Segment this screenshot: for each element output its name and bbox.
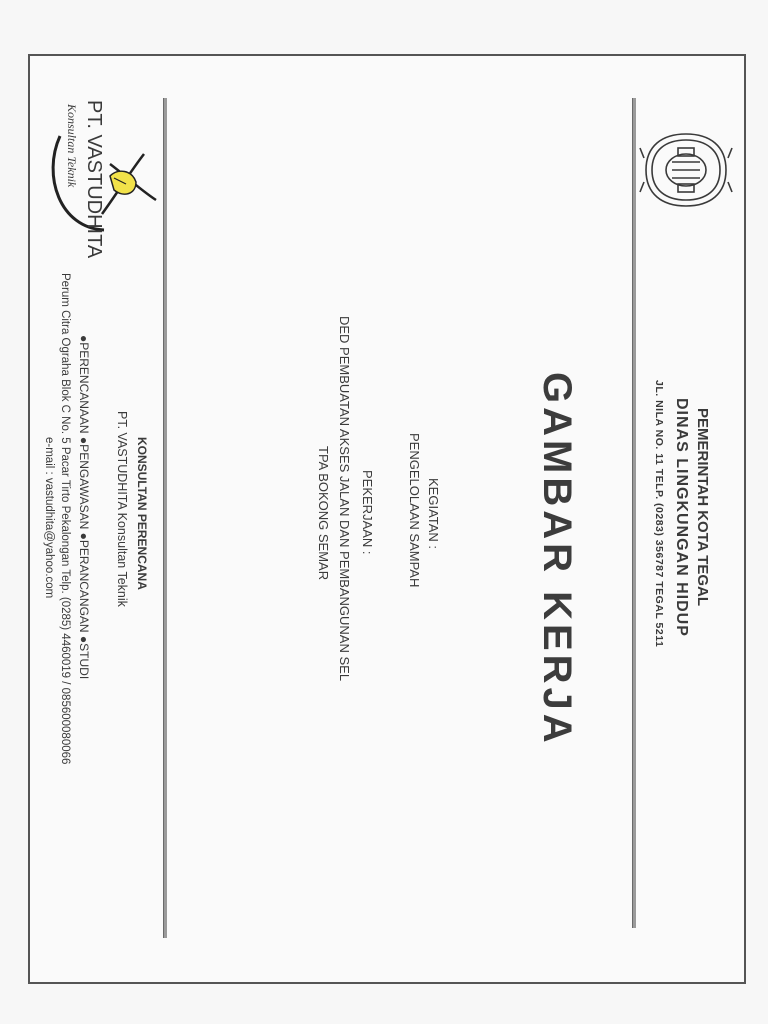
document-title: GAMBAR KERJA (535, 372, 579, 747)
pekerjaan-label: PEKERJAAN : (360, 470, 375, 555)
pekerjaan-value-line1: DED PEMBUATAN AKSES JALAN DAN PEMBANGUNAN SEL (337, 316, 352, 682)
header-department: DINAS LINGKUNGAN HIDUP (673, 398, 690, 637)
konsultan-address: Perum Citra Ograha Blok C No. 5 Pacar Tirto Pekalongan Telp. (0285) 4460019 / 085600080066 (59, 273, 71, 765)
kegiatan-label: KEGIATAN : (426, 478, 441, 550)
logo-company-name: PT. VASTUDHITA (83, 100, 105, 259)
header-agency: PEMERINTAH KOTA TEGAL (694, 408, 711, 607)
logo-tagline: Konsultan Teknik (65, 104, 79, 188)
pekerjaan-value-line2: TPA BOKONG SEMAR (316, 446, 331, 581)
header-address: JL. NILA NO. 11 TELP. (0283) 356787 TEGAL 5211 (653, 380, 665, 648)
konsultan-heading: KONSULTAN PERENCANA (135, 437, 149, 590)
konsultan-name: PT. VASTUDHITA Konsultan Teknik (115, 411, 129, 607)
tegal-city-emblem-icon (638, 128, 734, 212)
kegiatan-value: PENGELOLAAN SAMPAH (407, 433, 422, 588)
left-divider-rule (163, 98, 167, 938)
right-divider-rule (632, 98, 636, 928)
konsultan-services: ●PERENCANAAN ●PENGAWASAN ●PERANCANGAN ●STUDI (77, 335, 91, 680)
konsultan-email: e-mail : vastudhita@yahoo.com (43, 437, 55, 599)
